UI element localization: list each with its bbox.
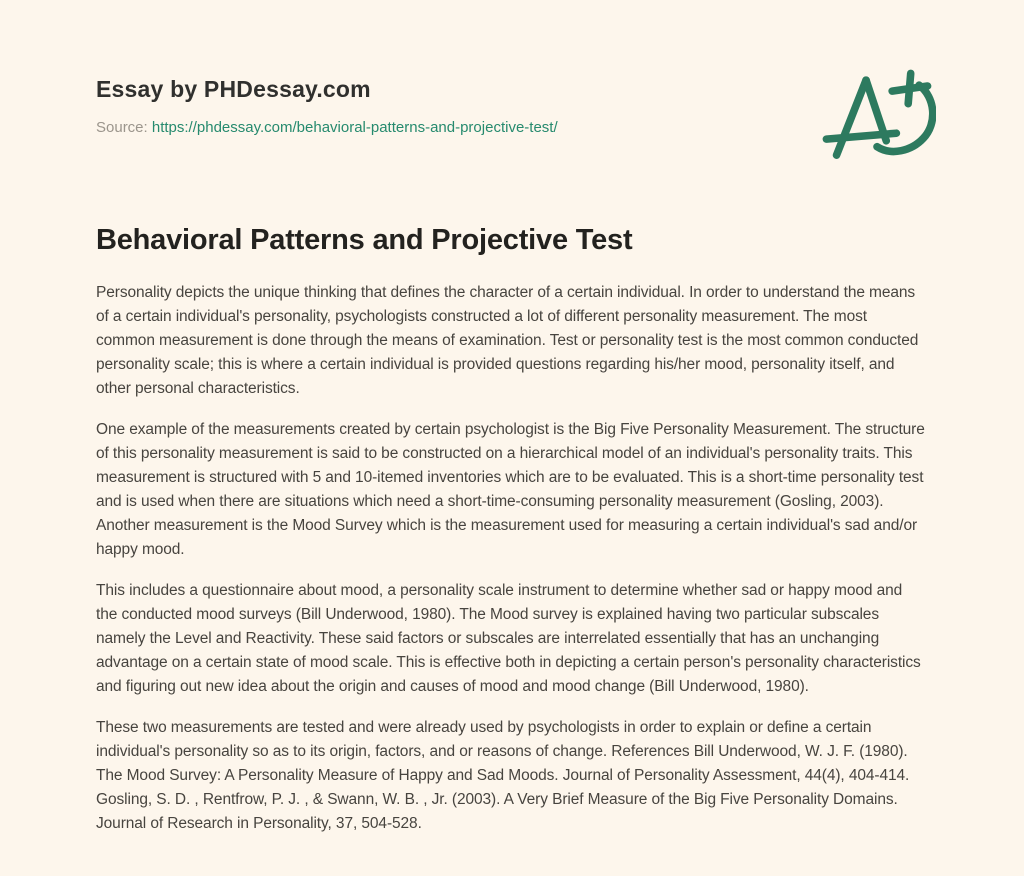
- essay-paragraph: These two measurements are tested and were already used by psychologists in order to explain or define a certain individual's personality so as to its origin, factors, and or reasons of change. References Bill Underwood, W. J. F. (1980). The Mood Survey: A Personality Measure of Happy and Sad Moods. Journal of Personality Assessment, 44(4), 404-414. Gosling, S. D. , Rentfrow, P. J. , & Swann, W. B. , Jr. (2003). A Very Brief Measure of the Big Five Personality Domains. Journal of Research in Personality, 37, 504-528.: [96, 719, 910, 832]
- essay-paragraph: Personality depicts the unique thinking that defines the character of a certain individual. In order to understand the means of a certain individual's personality, psychologists constructed a lot of different personality measurement. The most common measurement is done through the means of examination. Test or personality test is the most common conducted personality scale; this is where a certain individual is provided questions regarding his/her mood, personality itself, and other personal characteristics.: [96, 284, 919, 397]
- essay-paragraph: This includes a questionnaire about mood, a personality scale instrument to determine whether sad or happy mood and the conducted mood surveys (Bill Underwood, 1980). The Mood survey is explained having two particular subscales namely the Level and Reactivity. These said factors or subscales are interrelated essentially that has an unchanging advantage on a certain state of mood scale. This is effective both in depicting a certain person's personality characteristics and figuring out new idea about the origin and causes of mood and mood change (Bill Underwood, 1980).: [96, 582, 921, 695]
- essay-title: Behavioral Patterns and Projective Test: [96, 224, 633, 256]
- site-header-title: Essay by PHDessay.com: [96, 76, 371, 102]
- essay-body: [96, 281, 926, 836]
- source-label: Source:: [96, 119, 148, 136]
- source-url-link[interactable]: https://phdessay.com/behavioral-patterns-and-projective-test/: [151, 119, 558, 136]
- phdessay-a-plus-logo-icon: [818, 58, 936, 168]
- essay-paragraph: One example of the measurements created by certain psychologist is the Big Five Personality Measurement. The structure of this personality measurement is said to be constructed on a hierarchical model of an individual's personality traits. This measurement is structured with 5 and 10-itemed inventories which are to be evaluated. This is a short-time personality test and is used when there are situations which need a short-time-consuming personality measurement (Gosling, 2003). Another measurement is the Mood Survey which is the measurement used for measuring a certain individual's sad and/or happy mood.: [96, 421, 925, 558]
- source-line: [96, 119, 928, 136]
